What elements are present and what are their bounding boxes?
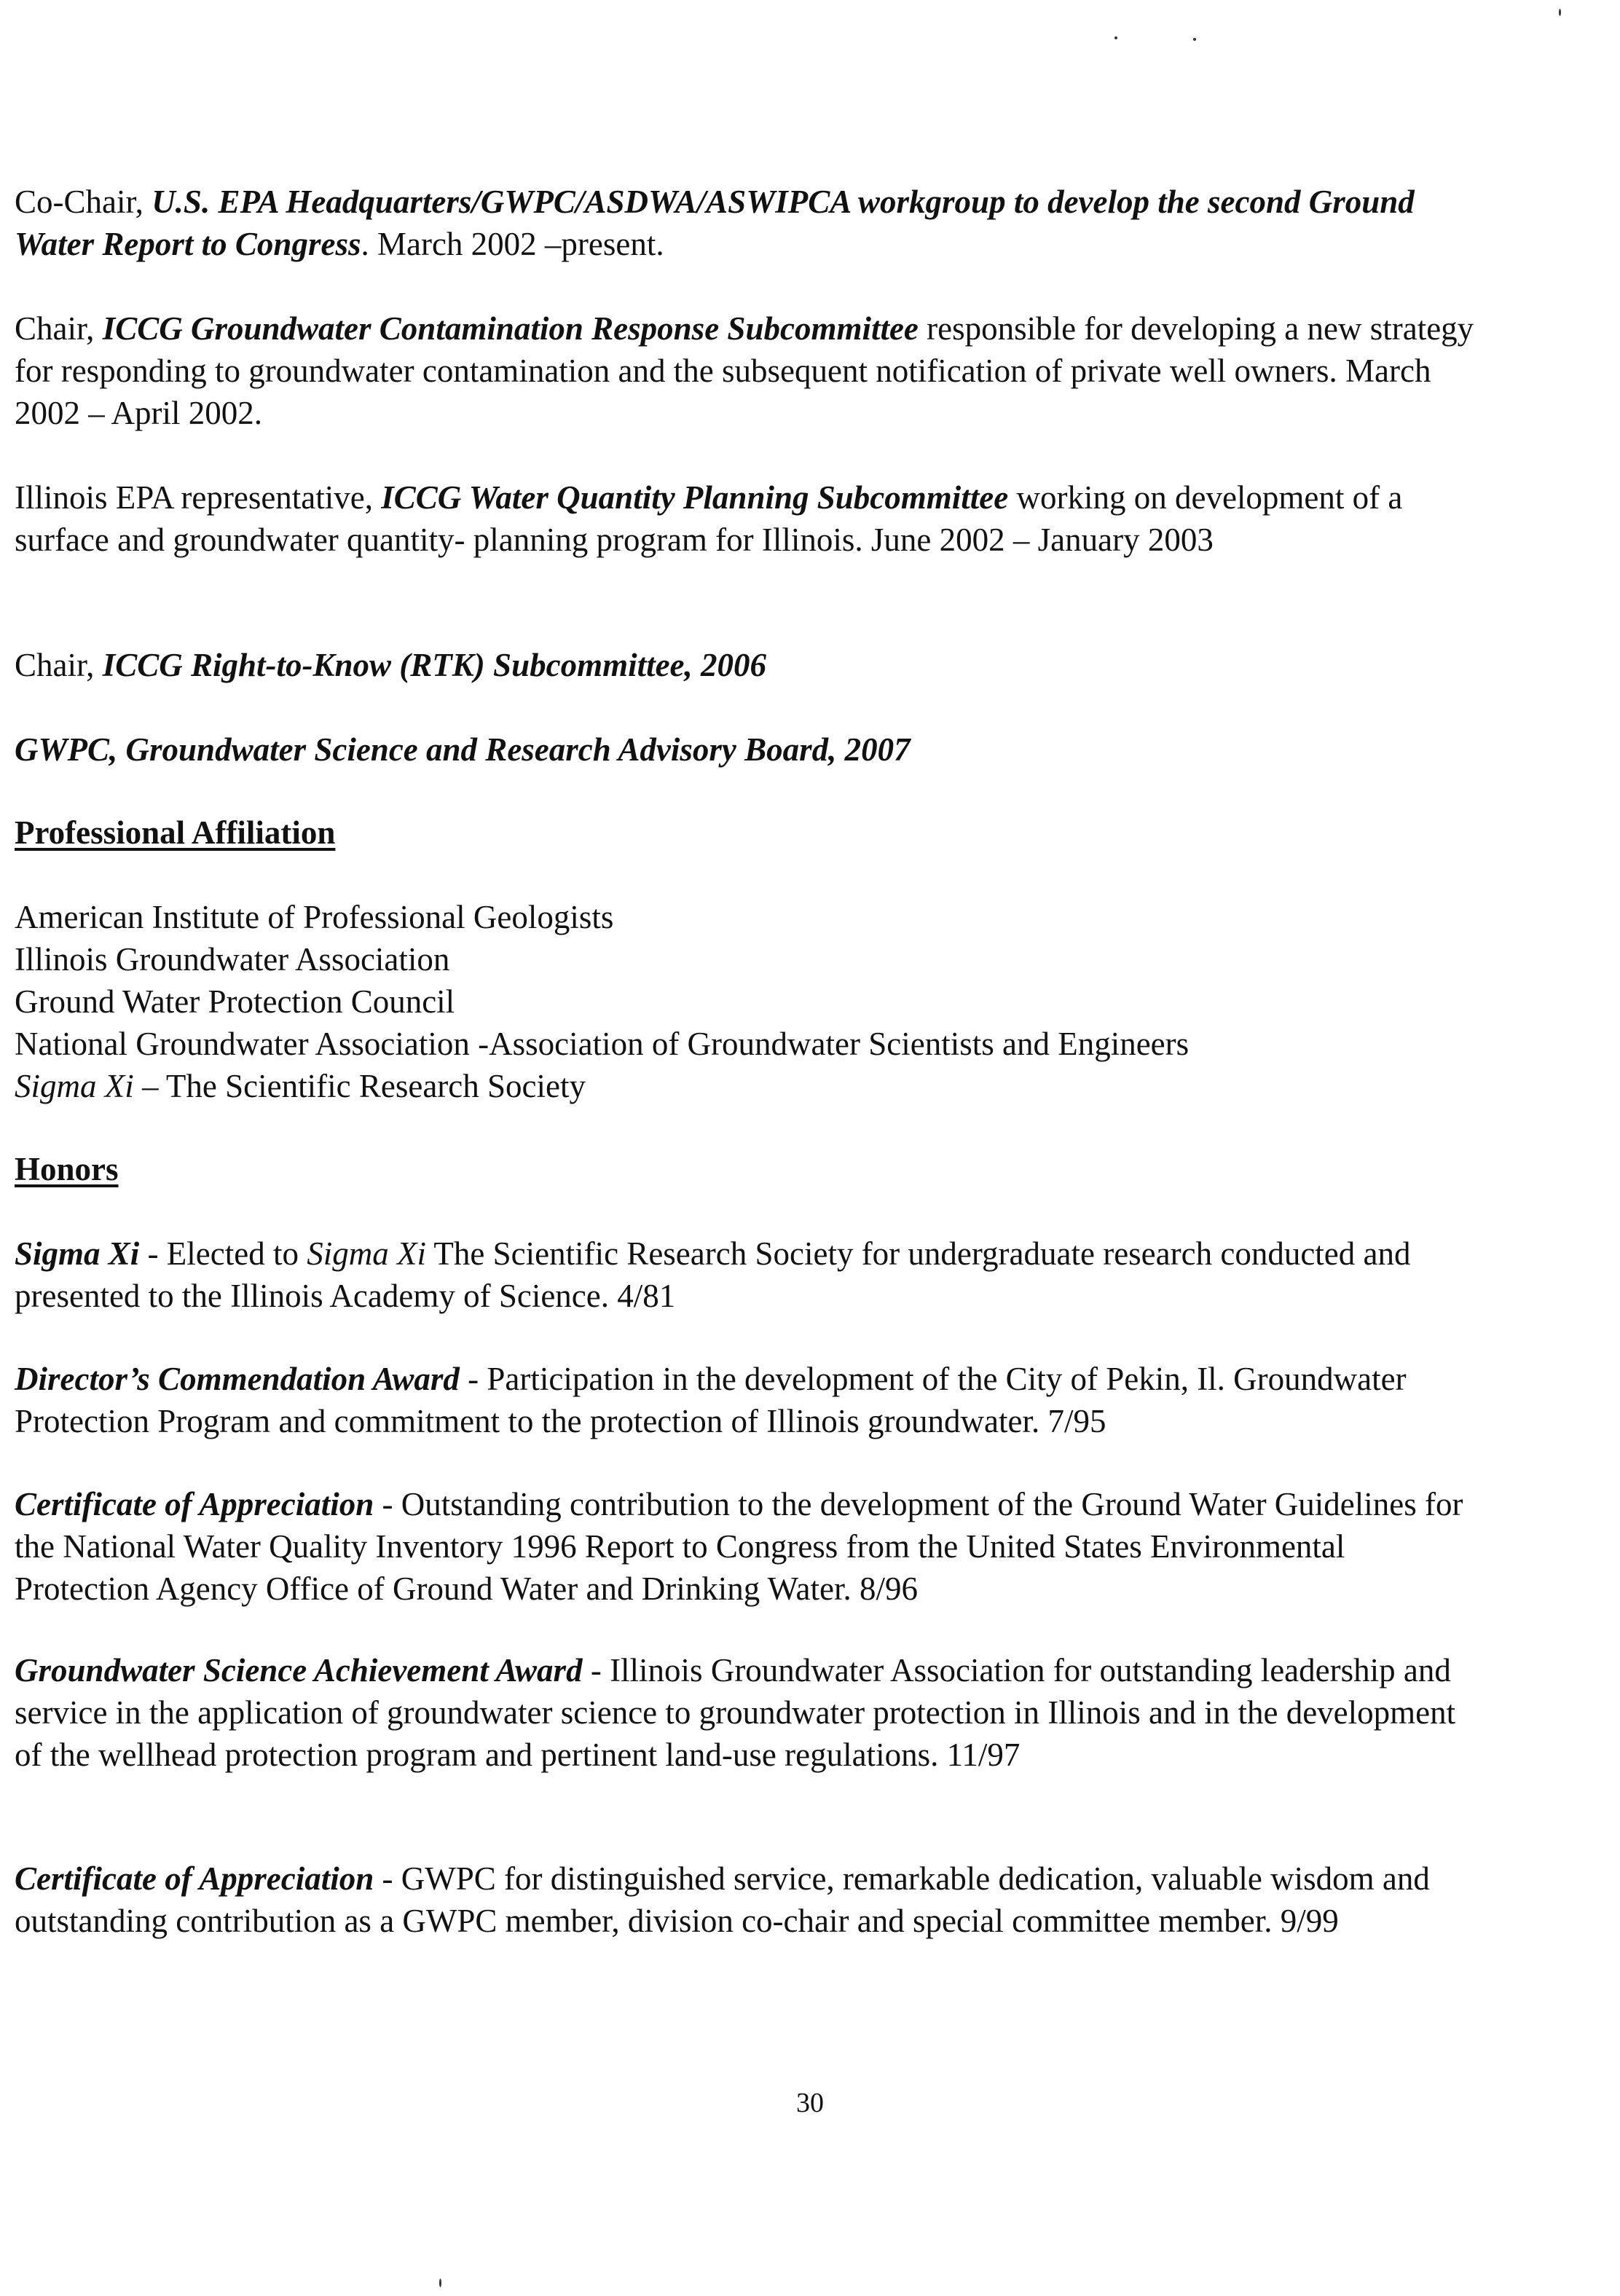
committee-description: responsible for developing a new strategy for responding to groundwater contamination and the subsequent notification of private well owners. March 2002 – April 2002.	[15, 310, 1474, 431]
committee-gwpc-board	[15, 728, 1479, 771]
honor-item	[15, 1358, 1479, 1442]
scan-speck	[439, 2279, 441, 2287]
sigma-xi-name: Sigma Xi	[15, 1068, 134, 1104]
affiliation-item: Illinois Groundwater Association	[15, 941, 450, 978]
honor-title: Certificate of Appreciation	[15, 1860, 374, 1897]
scan-speck	[1193, 38, 1196, 41]
committee-iccg-rtk	[15, 644, 1479, 686]
honor-text: - Participation in the development of the City of Pekin, Il. Groundwater Protection Program and commitment to the protection of Illinois groundwater. 7/95	[15, 1361, 1407, 1439]
committee-iccg-contamination	[15, 307, 1479, 434]
role-text: Illinois EPA representative,	[15, 479, 374, 516]
honor-title: Certificate of Appreciation	[15, 1486, 374, 1522]
honor-item	[15, 1649, 1479, 1776]
committee-title: ICCG Groundwater Contamination Response Subcommittee	[102, 310, 919, 347]
honor-text: - GWPC for distinguished service, remarkable dedication, valuable wisdom and outstanding contribution as a GWPC member, division co-chair and special committee member. 9/99	[15, 1860, 1430, 1939]
honor-text: The Scientific Research Society for undergraduate research conducted and presented to the Illinois Academy of Science. 4/81	[15, 1235, 1411, 1314]
affiliation-heading-block	[15, 811, 1479, 854]
honor-item	[15, 1857, 1479, 1942]
committee-dates: . March 2002 –present.	[361, 226, 664, 262]
committee-title: ICCG Water Quantity Planning Subcommittee	[381, 479, 1009, 516]
role-text: Co-Chair,	[15, 184, 143, 220]
honor-item	[15, 1232, 1479, 1317]
sigma-xi-desc: – The Scientific Research Society	[142, 1068, 586, 1104]
committee-title: U.S. EPA Headquarters/GWPC/ASDWA/ASWIPCA workgroup to develop the second Ground Water Report to Congress	[15, 184, 1415, 262]
committee-gwpc-report	[15, 181, 1479, 265]
honors-heading-block	[15, 1148, 1479, 1190]
committee-title: ICCG Right-to-Know (RTK) Subcommittee, 2006	[102, 647, 767, 683]
role-text: Chair,	[15, 310, 95, 347]
committee-title: GWPC, Groundwater Science and Research Advisory Board, 2007	[15, 731, 911, 768]
honor-title: Sigma Xi	[15, 1235, 140, 1272]
committee-description: working on development of a surface and groundwater quantity- planning program for Illinois. June 2002 – January 2003	[15, 479, 1403, 558]
affiliation-list	[15, 896, 1479, 1107]
honor-text: - Illinois Groundwater Association for outstanding leadership and service in the application of groundwater science to groundwater protection in Illinois and in the development of the wellhead protection program and pertinent land-use regulations. 11/97	[15, 1652, 1456, 1773]
affiliation-item: American Institute of Professional Geologists	[15, 899, 614, 935]
honor-inline-italic: Sigma Xi	[307, 1235, 426, 1272]
scan-speck	[1559, 9, 1561, 16]
honor-item	[15, 1483, 1479, 1610]
honor-text: - Outstanding contribution to the development of the Ground Water Guidelines for the National Water Quality Inventory 1996 Report to Congress from the United States Environmental Protection Agency Office of Ground Water and Drinking Water. 8/96	[15, 1486, 1463, 1607]
scan-speck	[1114, 36, 1117, 39]
role-text: Chair,	[15, 647, 95, 683]
committee-iccg-water-quantity	[15, 476, 1479, 561]
page-number: 30	[796, 2088, 824, 2118]
affiliation-item: National Groundwater Association -Association of Groundwater Scientists and Engineers	[15, 1026, 1190, 1062]
section-heading-honors: Honors	[15, 1151, 119, 1187]
section-heading-affiliation: Professional Affiliation	[15, 814, 336, 851]
honor-text: - Elected to	[147, 1235, 299, 1272]
honor-title: Director’s Commendation Award	[15, 1361, 460, 1397]
affiliation-item: Ground Water Protection Council	[15, 983, 455, 1020]
affiliation-item	[15, 1065, 1479, 1107]
honor-title: Groundwater Science Achievement Award	[15, 1652, 583, 1688]
